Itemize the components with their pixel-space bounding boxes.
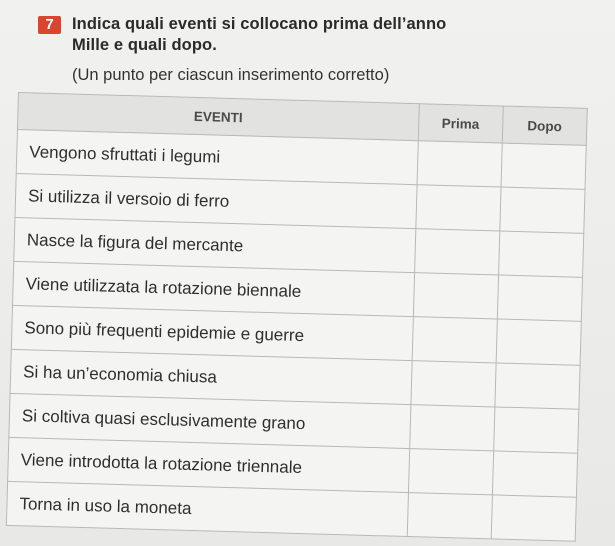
- after-answer-cell[interactable]: [498, 231, 583, 277]
- exercise-number-badge: 7: [38, 16, 61, 34]
- after-answer-cell[interactable]: [501, 143, 586, 189]
- event-cell: Si utilizza il versoio di ferro: [15, 173, 417, 228]
- event-cell: Nasce la figura del mercante: [14, 217, 416, 272]
- event-cell: Vengono sfruttati i legumi: [16, 129, 418, 184]
- events-table: [6, 92, 588, 542]
- before-answer-cell[interactable]: [414, 229, 499, 275]
- before-answer-cell[interactable]: [415, 185, 500, 231]
- before-answer-cell[interactable]: [411, 361, 496, 407]
- before-answer-cell[interactable]: [408, 449, 493, 495]
- scoring-note: (Un punto per ciascun inserimento corretto): [72, 66, 390, 84]
- event-cell: Sono più frequenti epidemie e guerre: [11, 305, 413, 360]
- after-answer-cell[interactable]: [491, 495, 576, 541]
- header-after: Dopo: [502, 106, 587, 145]
- before-answer-cell[interactable]: [417, 141, 502, 187]
- event-cell: Si ha un’economia chiusa: [10, 349, 412, 404]
- before-answer-cell[interactable]: [412, 317, 497, 363]
- after-answer-cell[interactable]: [497, 275, 582, 321]
- instruction-line-2: Mille e quali dopo.: [72, 36, 217, 54]
- after-answer-cell[interactable]: [494, 407, 579, 453]
- event-cell: Si coltiva quasi esclusivamente grano: [9, 393, 411, 448]
- after-answer-cell[interactable]: [492, 451, 577, 497]
- after-answer-cell[interactable]: [496, 319, 581, 365]
- before-answer-cell[interactable]: [407, 493, 492, 539]
- event-cell: Viene introdotta la rotazione triennale: [8, 437, 410, 492]
- event-cell: Viene utilizzata la rotazione biennale: [13, 261, 415, 316]
- event-cell: Torna in uso la moneta: [6, 481, 408, 536]
- after-answer-cell[interactable]: [495, 363, 580, 409]
- before-answer-cell[interactable]: [409, 405, 494, 451]
- before-answer-cell[interactable]: [413, 273, 498, 319]
- instruction-line-1: Indica quali eventi si collocano prima dell’anno: [72, 15, 447, 33]
- header-events: EVENTI: [17, 93, 419, 141]
- header-before: Prima: [418, 104, 503, 143]
- after-answer-cell[interactable]: [500, 187, 585, 233]
